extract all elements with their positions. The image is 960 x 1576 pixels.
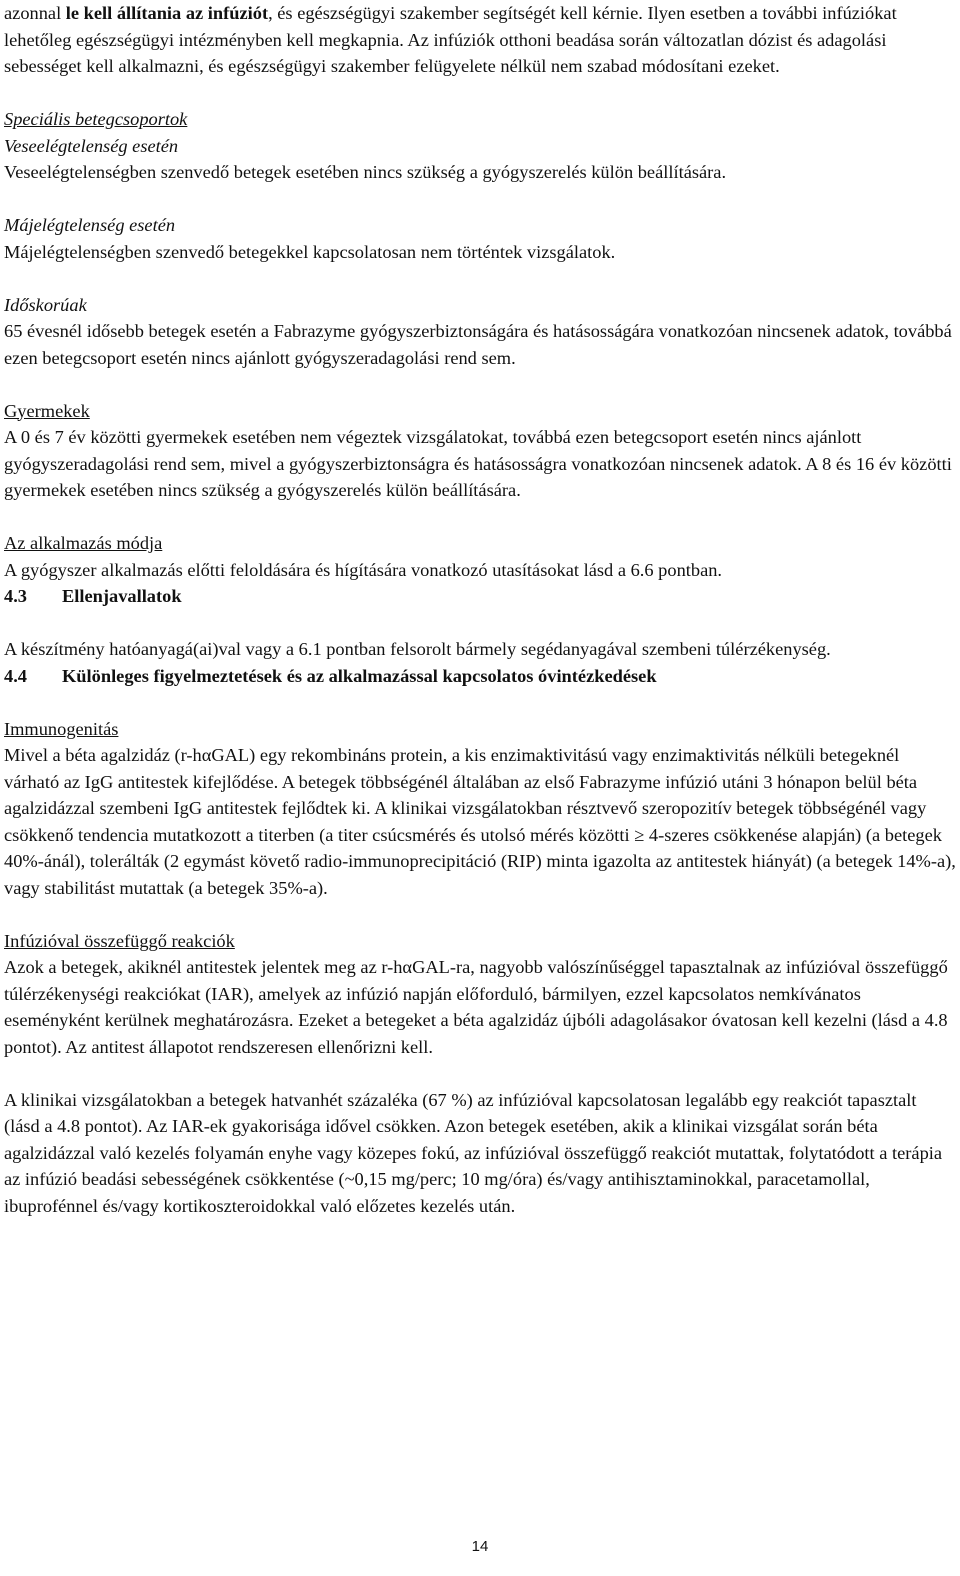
intro-paragraph [4, 0, 956, 80]
immunogenicity-text: Mivel a béta agalzidáz (r-hαGAL) egy rekombináns protein, a kis enzimaktivitású vagy enzimaktivitás nélküli betegeknél várható az IgG antitestek kifejlődése. A betegek többségénél általában az első Fabrazyme infúzió utáni 3 hónapon belül béta agalzidázzal szembeni IgG antitestek fejlődtek ki. A klinikai vizsgálatokban résztvevő szeropozitív betegek többségénél vagy csökkenő tendencia mutatkozott a titerben (a titer csúcsmérés és utolsó mérés közötti ≥ 4-szeres csökkenése alapján) (a betegek 40%-ánál), tolerálták (2 egymást követő radio-immunoprecipitáció (RIP) minta igazolta az antitestek hiányát) (a betegek 14%-a), vagy stabilitást mutattak (a betegek 35%-a). [4, 745, 956, 898]
intro-bold-instruction: le kell állítania az infúziót [65, 3, 269, 23]
children-heading: Gyermekek [4, 400, 90, 421]
hepatic-heading: Májelégtelenség esetén [4, 215, 176, 235]
renal-text: Veseelégtelenségben szenvedő betegek esetében nincs szükség a gyógyszerelés külön beállítására. [4, 162, 727, 182]
elderly-heading: Időskorúak [4, 294, 87, 315]
section-4-4-title: Különleges figyelmeztetések és az alkalmazással kapcsolatos óvintézkedések [62, 665, 657, 686]
section-4-4-heading [4, 663, 956, 690]
administration-text: A gyógyszer alkalmazás előtti feloldására és hígítására vonatkozó utasításokat lásd a 6.6 pontban. [4, 559, 723, 580]
intro-start: azonnal [4, 3, 66, 23]
elderly-text: 65 évesnél idősebb betegek esetén a Fabrazyme gyógyszerbiztonságára és hatásosságára vonatkozóan nincsenek adatok, továbbá ezen betegcsoport esetén nincs ajánlott gyógyszeradagolási rend sem. [4, 321, 952, 368]
intro-end: , és egészségügyi szakember segítségét kell kérnie. Ilyen esetben a további infúziókat lehetőleg egészségügyi intézményben kell megkapnia. Az infúziók otthoni beadása során változatlan dózist és adagolási sebességet kell alkalmazni, és egészségügyi szakember felügyelete nélkül nem szabad módosítani ezeket. [4, 3, 897, 76]
infusion-reactions-text-2: A klinikai vizsgálatokban a betegek hatvanhét százaléka (67 %) az infúzióval kapcsolatosan legalább egy reakciót tapasztalt (lásd a 4.8 pontot). Az IAR-ek gyakorisága idővel csökken. Azon betegek esetében, akik a klinikai vizsgálat során béta agalzidázzal való kezelés folyamán enyhe vagy közepes fokú, az infúzióval összefüggő reakciót mutattak, folytatódott a terápia az infúzió beadási sebességének csökkentése (~0,15 mg/perc; 10 mg/óra) és/vagy antihisztaminokkal, paracetamollal, ibuprofénnel és/vagy kortikoszteroidokkal való előzetes kezelés után. [4, 1089, 943, 1216]
hepatic-text: Májelégtelenségben szenvedő betegekkel kapcsolatosan nem történtek vizsgálatok. [4, 241, 616, 262]
section-4-3-heading [4, 583, 956, 610]
special-groups-heading: Speciális betegcsoportok [4, 109, 188, 129]
immunogenicity-heading: Immunogenitás [4, 718, 119, 739]
document-page [4, 0, 956, 1219]
section-4-4-number: 4.4 [4, 665, 27, 686]
section-4-3-text: A készítmény hatóanyagá(ai)val vagy a 6.1 pontban felsorolt bármely segédanyagával szembeni túlérzékenység. [4, 639, 831, 659]
section-4-3-title: Ellenjavallatok [62, 586, 182, 606]
administration-heading: Az alkalmazás módja [4, 533, 163, 553]
page-number: 14 [471, 1538, 489, 1555]
renal-heading: Veseelégtelenség esetén [4, 135, 179, 156]
infusion-reactions-text-1: Azok a betegek, akiknél antitestek jelentek meg az r-hαGAL-ra, nagyobb valószínűséggel tapasztalnak az infúzióval összefüggő túlérzékenységi reakciókat (IAR), amelyek az infúzió napján előforduló, bármilyen, ezzel kapcsolatos nemkívánatos eseményként kerülnek meghatározásra. Ezeket a betegeket a béta agalzidáz újbóli adagolásakor óvatosan kell kezelni (lásd a 4.8 pontot). Az antitest állapotot rendszeresen ellenőrizni kell. [4, 957, 948, 1057]
section-4-3-number: 4.3 [4, 586, 27, 606]
children-text: A 0 és 7 év közötti gyermekek esetében nem végeztek vizsgálatokat, továbbá ezen betegcsoport esetén nincs ajánlott gyógyszeradagolási rend sem, mivel a gyógyszerbiztonságra és hatásosságra vonatkozóan nincsenek adatok. A 8 és 16 év közötti gyermekek esetében nincs szükség a gyógyszerelés külön beállítására. [4, 427, 952, 500]
infusion-reactions-heading: Infúzióval összefüggő reakciók [4, 930, 235, 951]
